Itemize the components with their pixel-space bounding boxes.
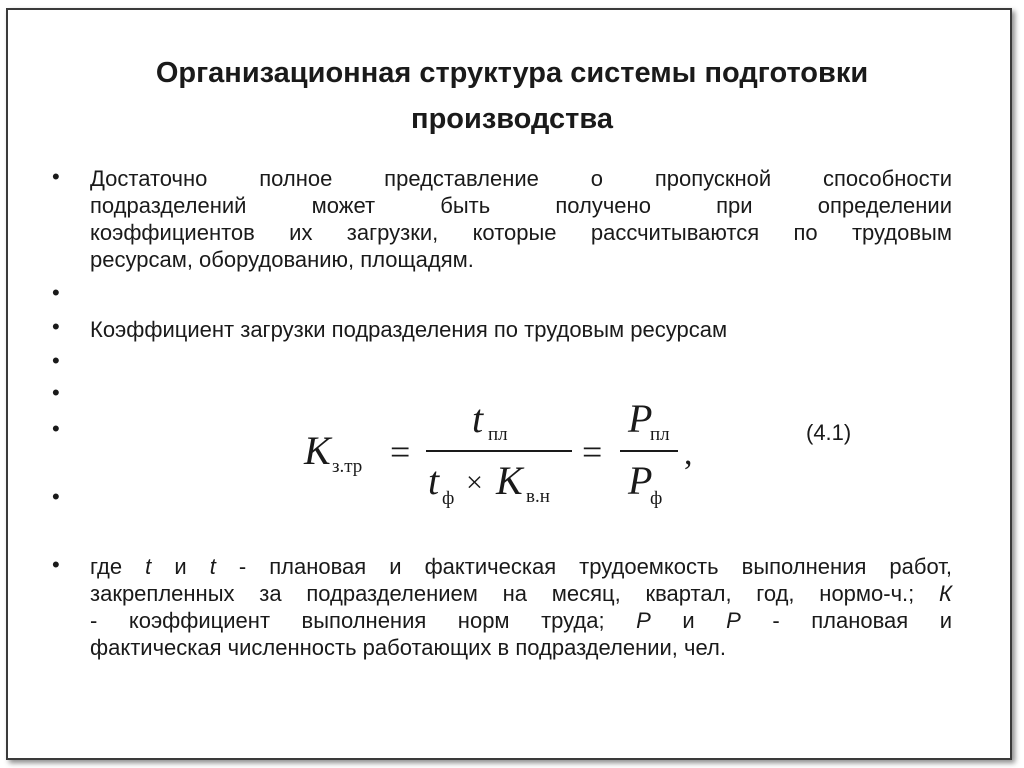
formula-frac2-den-subscript: ф <box>650 488 663 509</box>
def-text-3a: - коэффициент выполнения норм труда; <box>90 608 637 633</box>
bullet-5: • <box>52 380 60 405</box>
def-text-2a: закрепленных за подразделением на месяц, квартал, год, нормо-ч.; <box>90 581 940 606</box>
slide-title <box>0 50 1024 142</box>
formula-frac1-den-symbol-1: t <box>428 458 440 503</box>
formula-frac1-num-subscript: пл <box>488 424 508 445</box>
def-text-1b: и <box>151 554 210 579</box>
formula-frac1-num-symbol: t <box>472 396 484 441</box>
formula-times: × <box>466 466 483 499</box>
bullet-8: • <box>52 552 60 577</box>
formula-equals-1: = <box>390 432 411 472</box>
def-text-1c: - плановая и фактическая трудоемкость выполнения работ, <box>215 554 952 579</box>
bullet-2: • <box>52 280 60 305</box>
formula-equals-2: = <box>582 432 603 472</box>
def-symbol-t-actual: t <box>209 554 216 579</box>
paragraph-definitions-line-2 <box>90 580 952 607</box>
formula-comma: , <box>684 435 693 472</box>
paragraph-capacity-line-1: Достаточно полное представление о пропускной способности <box>90 166 952 191</box>
formula-load-coefficient <box>300 392 720 522</box>
paragraph-capacity-line-2: подразделений может быть получено при определении <box>90 193 952 218</box>
def-text-3c: - плановая и <box>740 608 952 633</box>
formula-frac1-den-symbol-2: K <box>496 458 523 503</box>
paragraph-definitions <box>90 553 952 661</box>
bullet-4: • <box>52 348 60 373</box>
slide-title-line-2: производства <box>411 103 613 135</box>
paragraph-capacity-line-4: ресурсам, оборудованию, площадям. <box>90 247 474 272</box>
bullet-6: • <box>52 416 60 441</box>
bullet-3: • <box>52 314 60 339</box>
bullet-7: • <box>52 484 60 509</box>
def-symbol-p-actual: Р <box>726 608 741 633</box>
def-symbol-k: К <box>939 581 952 606</box>
paragraph-capacity <box>90 165 952 273</box>
paragraph-coefficient-line: Коэффициент загрузки подразделения по трудовым ресурсам <box>90 317 728 342</box>
def-text-3b: и <box>650 608 727 633</box>
formula-lhs-subscript: з.тр <box>332 456 363 477</box>
paragraph-definitions-line-4: фактическая численность работающих в подразделении, чел. <box>90 635 726 660</box>
bullet-1: • <box>52 164 60 189</box>
paragraph-coefficient <box>90 316 952 343</box>
formula-frac2-num-subscript: пл <box>650 424 670 445</box>
paragraph-capacity-line-3: коэффициентов их загрузки, которые рассчитываются по трудовым <box>90 220 952 245</box>
formula-frac1-den-subscript-1: ф <box>442 488 455 509</box>
slide-title-line-1: Организационная структура системы подготовки <box>155 57 869 89</box>
formula-frac2-den-symbol: P <box>628 458 653 503</box>
def-text-1a: где <box>90 554 146 579</box>
def-symbol-p-planned: Р <box>636 608 651 633</box>
formula-frac2-num-symbol: P <box>628 396 653 441</box>
equation-number: (4.1) <box>806 420 852 445</box>
def-symbol-t-planned: t <box>145 554 152 579</box>
formula-lhs-symbol: K <box>304 428 331 473</box>
paragraph-definitions-line-3 <box>90 607 952 634</box>
formula-frac1-den-subscript-2: в.н <box>526 486 550 507</box>
paragraph-definitions-line-1 <box>90 553 952 580</box>
